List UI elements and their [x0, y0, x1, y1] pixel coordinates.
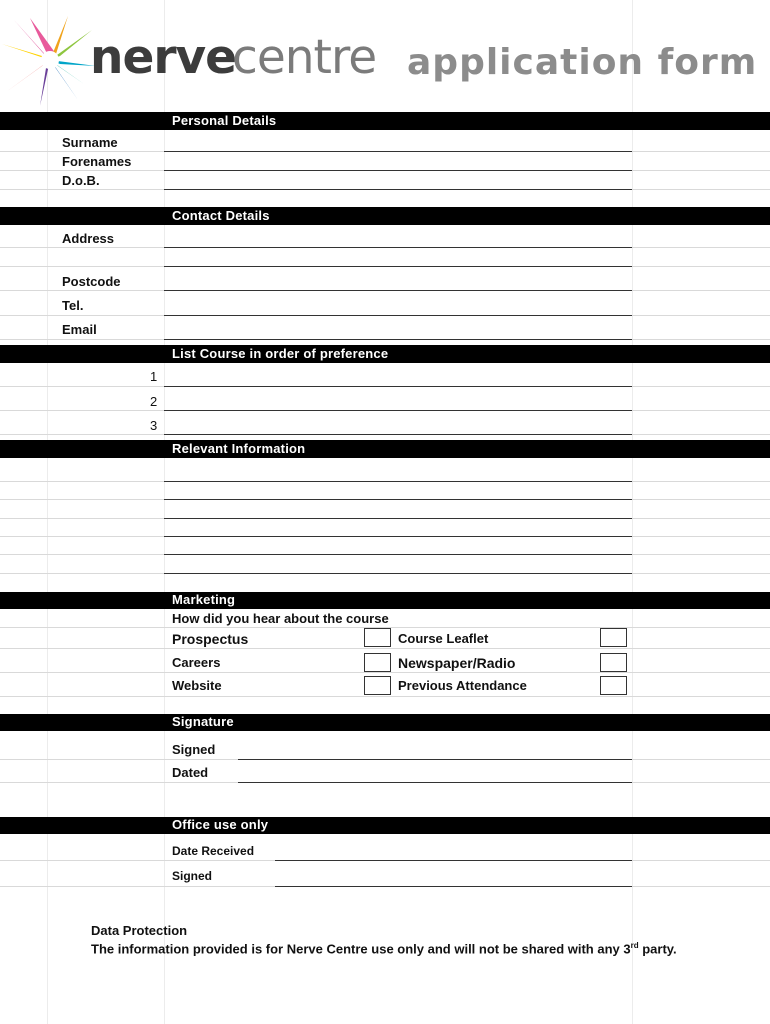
tel-field[interactable] — [164, 315, 632, 316]
data-protection-title: Data Protection — [91, 923, 188, 938]
brand-name-part2: centre — [232, 30, 377, 85]
prospectus-checkbox[interactable] — [364, 628, 391, 647]
relevant-info-line[interactable] — [164, 499, 632, 500]
dob-field[interactable] — [164, 189, 632, 190]
surname-label: Surname — [62, 135, 118, 150]
office-signed-label: Signed — [172, 869, 213, 883]
course-field-1[interactable] — [164, 386, 632, 387]
marketing-question: How did you hear about the course — [172, 611, 389, 626]
forenames-label: Forenames — [62, 154, 132, 169]
postcode-label: Postcode — [62, 274, 121, 289]
course-number-3: 3 — [150, 418, 158, 433]
section-bar-courses — [0, 345, 770, 363]
tel-label: Tel. — [62, 298, 84, 313]
address-field-line2[interactable] — [164, 266, 632, 267]
relevant-info-line[interactable] — [164, 554, 632, 555]
dob-label: D.o.B. — [62, 173, 100, 188]
dated-field[interactable] — [238, 782, 632, 783]
section-bar-signature — [0, 714, 770, 731]
address-field-line1[interactable] — [164, 247, 632, 248]
grid-row-line — [0, 696, 770, 697]
email-label: Email — [62, 322, 97, 337]
option-newspaper-radio-label: Newspaper/Radio — [398, 655, 516, 671]
grid-row-line — [0, 672, 770, 673]
section-bar-office — [0, 817, 770, 834]
option-prospectus-label: Prospectus — [172, 631, 249, 647]
option-previous-attendance-label: Previous Attendance — [398, 678, 527, 693]
course-field-3[interactable] — [164, 434, 632, 435]
section-heading-marketing: Marketing — [172, 592, 236, 607]
signed-label: Signed — [172, 742, 216, 757]
course-leaflet-checkbox[interactable] — [600, 628, 627, 647]
dated-label: Dated — [172, 765, 209, 780]
section-bar-relevant — [0, 440, 770, 458]
course-field-2[interactable] — [164, 410, 632, 411]
data-protection-text-main: The information provided is for Nerve Centre use only and will not be shared with any 3 — [91, 941, 631, 957]
section-heading-relevant: Relevant Information — [172, 441, 306, 456]
option-course-leaflet-label: Course Leaflet — [398, 631, 489, 646]
relevant-info-line[interactable] — [164, 518, 632, 519]
office-signed-field[interactable] — [275, 886, 632, 887]
section-bar-personal — [0, 112, 770, 130]
section-heading-office: Office use only — [172, 817, 269, 832]
section-heading-personal: Personal Details — [172, 113, 277, 128]
relevant-info-line[interactable] — [164, 573, 632, 574]
data-protection-text-end: party. — [638, 941, 677, 957]
signed-field[interactable] — [238, 759, 632, 760]
relevant-info-line[interactable] — [164, 481, 632, 482]
section-bar-marketing — [0, 592, 770, 609]
grid-column-line — [632, 0, 633, 1024]
option-careers-label: Careers — [172, 655, 221, 670]
email-field[interactable] — [164, 339, 632, 340]
date-received-label: Date Received — [172, 844, 255, 858]
relevant-info-line[interactable] — [164, 536, 632, 537]
option-website-label: Website — [172, 678, 222, 693]
surname-field[interactable] — [164, 151, 632, 152]
grid-column-line — [47, 0, 48, 1024]
previous-attendance-checkbox[interactable] — [600, 676, 627, 695]
newspaper-radio-checkbox[interactable] — [600, 653, 627, 672]
address-label: Address — [62, 231, 115, 246]
logo — [0, 8, 100, 108]
section-bar-contact — [0, 207, 770, 225]
grid-row-line — [0, 648, 770, 649]
forenames-field[interactable] — [164, 170, 632, 171]
section-heading-signature: Signature — [172, 714, 234, 729]
section-heading-courses: List Course in order of preference — [172, 346, 389, 361]
website-checkbox[interactable] — [364, 676, 391, 695]
grid-column-line — [164, 0, 165, 1024]
data-protection-superscript: rd — [630, 941, 639, 950]
form-title: application form — [407, 42, 758, 83]
careers-checkbox[interactable] — [364, 653, 391, 672]
starburst-logo-icon — [0, 8, 100, 108]
brand-name-part1: nerve — [90, 30, 237, 85]
course-number-1: 1 — [150, 369, 158, 384]
data-protection-text — [91, 941, 677, 956]
date-received-field[interactable] — [275, 860, 632, 861]
course-number-2: 2 — [150, 394, 158, 409]
postcode-field[interactable] — [164, 290, 632, 291]
section-heading-contact: Contact Details — [172, 208, 270, 223]
